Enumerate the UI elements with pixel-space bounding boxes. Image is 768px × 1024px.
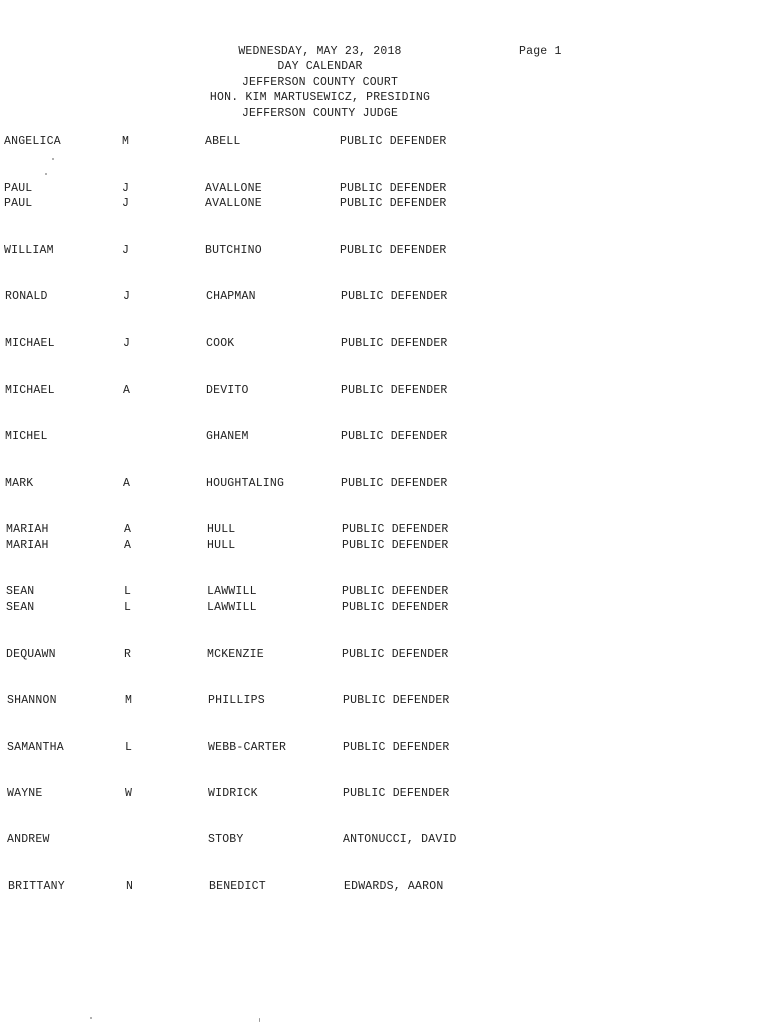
entry-first-name: MARIAH — [6, 539, 49, 552]
calendar-entry — [1, 290, 768, 306]
entry-attorney: PUBLIC DEFENDER — [340, 182, 447, 195]
entry-last-name: DEVITO — [206, 384, 249, 397]
entry-attorney: PUBLIC DEFENDER — [342, 539, 449, 552]
calendar-entry — [0, 182, 768, 198]
entry-middle-initial: A — [123, 477, 131, 490]
entry-middle-initial: J — [122, 244, 130, 257]
entry-last-name: CHAPMAN — [206, 290, 256, 303]
entry-first-name: ANDREW — [7, 833, 50, 846]
entry-first-name: WAYNE — [7, 787, 43, 800]
entry-attorney: PUBLIC DEFENDER — [343, 694, 450, 707]
entry-last-name: WIDRICK — [208, 787, 258, 800]
scan-speck — [90, 1017, 92, 1019]
scan-speck — [45, 173, 47, 175]
entry-last-name: WEBB-CARTER — [208, 741, 287, 754]
entry-last-name: STOBY — [208, 833, 244, 846]
entry-first-name: MARK — [5, 477, 34, 490]
entry-first-name: WILLIAM — [4, 244, 54, 257]
entry-first-name: ANGELICA — [4, 135, 61, 148]
calendar-entry — [2, 539, 768, 555]
calendar-entry — [0, 197, 768, 213]
entry-last-name: AVALLONE — [205, 197, 262, 210]
header-court: JEFFERSON COUNTY COURT — [241, 75, 399, 89]
header-judge-title: JEFFERSON COUNTY JUDGE — [241, 106, 399, 120]
entry-middle-initial: J — [122, 182, 130, 195]
entry-last-name: HOUGHTALING — [206, 477, 285, 490]
calendar-entry — [3, 694, 768, 710]
entry-attorney: PUBLIC DEFENDER — [342, 648, 449, 661]
entry-last-name: AVALLONE — [205, 182, 262, 195]
entry-middle-initial: J — [123, 290, 131, 303]
entry-attorney: ANTONUCCI, DAVID — [343, 833, 457, 846]
entry-attorney: PUBLIC DEFENDER — [342, 601, 449, 614]
calendar-entry — [0, 244, 768, 260]
entry-middle-initial: L — [124, 585, 132, 598]
calendar-entry — [2, 585, 768, 601]
entry-attorney: PUBLIC DEFENDER — [343, 787, 450, 800]
calendar-entry — [3, 833, 768, 849]
entry-middle-initial: A — [123, 384, 131, 397]
entry-last-name: BUTCHINO — [205, 244, 262, 257]
calendar-entry — [2, 601, 768, 617]
header-judge: HON. KIM MARTUSEWICZ, PRESIDING — [209, 91, 431, 105]
entry-first-name: PAUL — [4, 197, 33, 210]
entry-middle-initial: W — [125, 787, 133, 800]
entry-last-name: MCKENZIE — [207, 648, 264, 661]
entry-last-name: GHANEM — [206, 430, 249, 443]
calendar-entry — [3, 741, 768, 757]
entry-middle-initial: J — [122, 197, 130, 210]
entry-attorney: PUBLIC DEFENDER — [341, 477, 448, 490]
entry-first-name: MICHAEL — [5, 337, 55, 350]
header-date: WEDNESDAY, MAY 23, 2018 — [238, 45, 402, 58]
entry-first-name: SEAN — [6, 601, 35, 614]
entry-middle-initial: M — [125, 694, 133, 707]
entry-first-name: SAMANTHA — [7, 741, 64, 754]
entry-middle-initial: A — [124, 523, 132, 536]
entry-attorney: PUBLIC DEFENDER — [342, 585, 449, 598]
entry-last-name: LAWWILL — [207, 601, 257, 614]
header-calendar-type: DAY CALENDAR — [277, 60, 363, 74]
entry-attorney: PUBLIC DEFENDER — [340, 197, 447, 210]
entry-first-name: SHANNON — [7, 694, 57, 707]
entry-first-name: PAUL — [4, 182, 33, 195]
entry-first-name: BRITTANY — [8, 880, 65, 893]
entry-last-name: ABELL — [205, 135, 241, 148]
entry-last-name: HULL — [207, 539, 236, 552]
calendar-entry — [1, 337, 768, 353]
entry-attorney: PUBLIC DEFENDER — [341, 337, 448, 350]
entry-middle-initial: A — [124, 539, 132, 552]
entry-middle-initial: L — [124, 601, 132, 614]
calendar-entry — [2, 523, 768, 539]
entry-attorney: PUBLIC DEFENDER — [343, 741, 450, 754]
entry-last-name: LAWWILL — [207, 585, 257, 598]
entry-middle-initial: R — [124, 648, 132, 661]
entry-last-name: PHILLIPS — [208, 694, 265, 707]
entry-attorney: PUBLIC DEFENDER — [340, 135, 447, 148]
entry-attorney: PUBLIC DEFENDER — [341, 290, 448, 303]
scan-speck — [259, 1018, 260, 1022]
entry-middle-initial: N — [126, 880, 134, 893]
calendar-entry — [2, 648, 768, 664]
entry-attorney: PUBLIC DEFENDER — [341, 384, 448, 397]
calendar-entry — [1, 384, 768, 400]
page-number: Page 1 — [519, 45, 562, 58]
entry-last-name: BENEDICT — [209, 880, 266, 893]
entry-middle-initial: J — [123, 337, 131, 350]
calendar-entry — [1, 477, 768, 493]
entry-middle-initial: M — [122, 135, 130, 148]
entry-last-name: COOK — [206, 337, 235, 350]
entry-attorney: PUBLIC DEFENDER — [340, 244, 447, 257]
entry-first-name: MICHAEL — [5, 384, 55, 397]
entry-middle-initial: L — [125, 741, 133, 754]
entry-attorney: PUBLIC DEFENDER — [342, 523, 449, 536]
calendar-entry — [3, 787, 768, 803]
calendar-entry — [1, 430, 768, 446]
entry-first-name: MARIAH — [6, 523, 49, 536]
entry-first-name: SEAN — [6, 585, 35, 598]
entry-first-name: MICHEL — [5, 430, 48, 443]
calendar-entry — [0, 135, 768, 151]
scan-speck — [52, 158, 54, 160]
calendar-entry — [4, 880, 768, 896]
entry-attorney: EDWARDS, AARON — [344, 880, 444, 893]
entry-last-name: HULL — [207, 523, 236, 536]
entry-attorney: PUBLIC DEFENDER — [341, 430, 448, 443]
entry-first-name: RONALD — [5, 290, 48, 303]
entry-first-name: DEQUAWN — [6, 648, 56, 661]
